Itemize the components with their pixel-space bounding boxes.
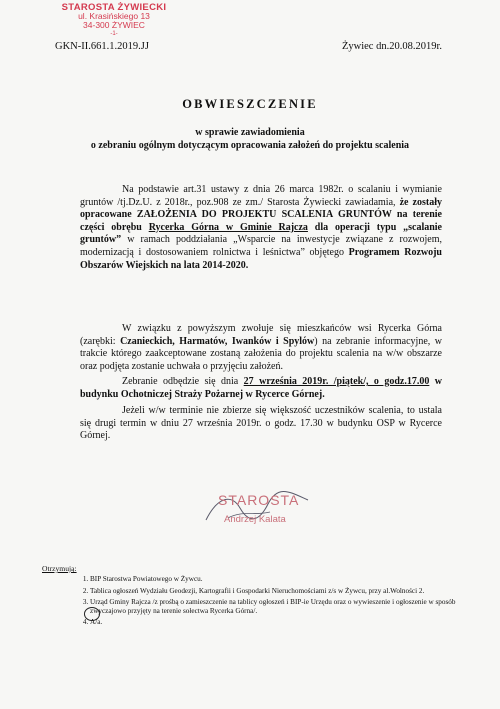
subject-line-2: o zebraniu ogólnym dotyczącym opracowania założeń do projektu scalenia <box>90 140 410 151</box>
stamp-line-3: 34-300 ŻYWIEC <box>83 20 145 30</box>
signature-name: Andrzej Kalata <box>224 514 286 525</box>
stamp-line-1: STAROSTA ŻYWIECKI <box>61 2 167 13</box>
stamp-line-4: -1- <box>110 31 118 37</box>
p2-text-2: ) na zebranie informacyjne, w trakcie którego zaakceptowane zostaną założenia do projektu scalenia na w/w obszarze oraz podjęta zostanie uchwała o przyjęciu założeń. <box>80 335 442 372</box>
recipient-item: 4. A/a. <box>90 618 462 627</box>
paragraph-2 <box>80 323 442 373</box>
reference-number: GKN-II.661.1.2019.JJ <box>55 41 149 52</box>
recipient-item: 2. Tablica ogłoszeń Wydziału Geodezji, Kartografii i Gospodarki Nieruchomościami z/s w Żywcu, przy al.Wolności 2. <box>90 587 462 596</box>
paragraph-1 <box>80 184 442 272</box>
p1-text-1: Na podstawie art.31 ustawy z dnia 26 marca 1982r. o scalaniu i wymianie gruntów /tj.Dz.U. z 2018r., poz.908 ze zm./ Starosta Żywiecki zawiadamia, <box>80 184 442 208</box>
p3-bold-1: w budynku Ochotniczej Straży Pożarnej w Rycerce Górnej. <box>80 376 442 400</box>
handwritten-circle-mark <box>84 607 100 621</box>
office-stamp <box>55 3 173 39</box>
stamp-line-2: ul. Krasińskiego 13 <box>78 11 150 21</box>
document-date: Żywiec dn.20.08.2019r. <box>341 41 442 52</box>
p1-bold-2: dla operacji typu „scalanie gruntów” <box>80 221 442 246</box>
recipient-item: 3. Urząd Gminy Rajcza /z prośbą o zamieszczenie na tablicy ogłoszeń i BIP-ie Urzędu oraz o wywieszenie i ogłoszenie w sposób zwyczajowo przyjęty na terenie sołectwa Rycerka Górna/. <box>90 598 462 617</box>
p4-text-1: Jeżeli w/w terminie nie zbierze się większość uczestników scalenia, to ustala się drugi termin w dniu 27 września 2019r. o godz. 17.30 w budynku OSP w Rycerce Górnej. <box>80 405 442 442</box>
recipients-heading: Otrzymują: <box>42 564 77 573</box>
signature-title: STAROSTA <box>218 492 300 508</box>
document-title: OBWIESZCZENIE <box>182 97 318 111</box>
paragraph-4 <box>80 405 442 443</box>
p2-bold-1: Czanieckich, Harmatów, Iwanków i Spylów <box>120 335 315 347</box>
p3-bold-underline-1: 27 września 2019r. /piątek/, o godz.17.00 <box>243 376 430 387</box>
document-subject <box>0 126 500 152</box>
subject-line-1: w sprawie zawiadomienia <box>195 127 305 138</box>
p1-bold-underline-1: Rycerka Górna w Gminie Rajcza <box>148 221 308 233</box>
recipients-list <box>42 564 462 630</box>
p1-bold-1: że zostały opracowane ZAŁOŻENIA DO PROJEKTU SCALENIA GRUNTÓW na terenie części obrębu <box>80 196 442 233</box>
p3-text-1: Zebranie odbędzie się dnia <box>122 376 244 387</box>
recipient-item: 1. BIP Starostwa Powiatowego w Żywcu. <box>90 575 462 584</box>
p1-text-2: w ramach poddziałania „Wsparcie na inwestycje związane z rozwojem, modernizacją i dostosowaniem rolnictwa i leśnictwa” objętego <box>80 234 442 258</box>
p2-text-1: W związku z powyższym zwołuje się mieszkańców wsi Rycerka Górna (zarębki: <box>80 323 442 347</box>
paragraph-3 <box>80 376 442 401</box>
signature-block <box>218 492 299 525</box>
p1-bold-3: Programem Rozwoju Obszarów Wiejskich na lata 2014-2020. <box>80 246 442 271</box>
